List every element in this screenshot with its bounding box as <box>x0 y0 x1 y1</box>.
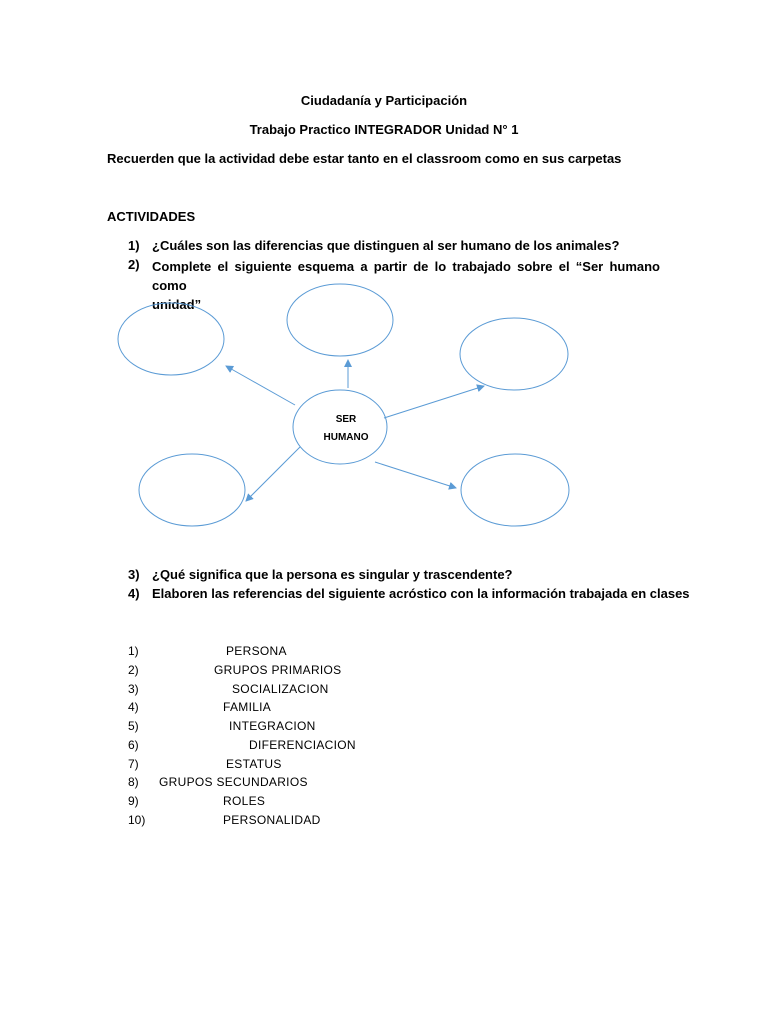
arrow-to-bottom-right <box>375 462 456 488</box>
acrostic-number: 2) <box>128 663 139 677</box>
question-text: Elaboren las referencias del siguiente acróstico con la información trabajada en clases <box>152 586 690 601</box>
acrostic-word: PERSONA <box>226 644 287 658</box>
question-number: 3) <box>128 567 140 582</box>
acrostic-word: ROLES <box>223 794 266 808</box>
empty-ellipse-top-right <box>460 318 568 390</box>
acrostic-word: INTEGRACION <box>229 719 316 733</box>
acrostic-word: GRUPOS SECUNDARIOS <box>159 775 308 789</box>
empty-ellipse-top-left <box>118 303 224 375</box>
center-ellipse <box>293 390 387 464</box>
empty-ellipse-bottom-right <box>461 454 569 526</box>
acrostic-word: DIFERENCIACION <box>249 738 356 752</box>
question-number: 2) <box>128 257 140 272</box>
acrostic-number: 3) <box>128 682 139 696</box>
arrow-to-top-right <box>384 386 484 418</box>
acrostic-number: 7) <box>128 757 139 771</box>
activities-heading: ACTIVIDADES <box>107 209 196 224</box>
arrow-to-bottom-left <box>246 447 300 501</box>
center-label-line-2: HUMANO <box>323 432 369 443</box>
empty-ellipse-bottom-left <box>139 454 245 526</box>
acrostic-word: PERSONALIDAD <box>223 813 321 827</box>
acrostic-word: FAMILIA <box>223 700 272 714</box>
acrostic-number: 10) <box>128 813 146 827</box>
question-text: ¿Cuáles son las diferencias que distinguen al ser humano de los animales? <box>152 238 620 253</box>
acrostic-number: 4) <box>128 700 139 714</box>
acrostic-number: 1) <box>128 644 139 658</box>
document-subtitle: Trabajo Practico INTEGRADOR Unidad N° 1 <box>249 122 519 137</box>
acrostic-word: GRUPOS PRIMARIOS <box>214 663 342 677</box>
acrostic-number: 8) <box>128 775 139 789</box>
question-number: 1) <box>128 238 140 253</box>
acrostic-number: 5) <box>128 719 139 733</box>
acrostic-number: 9) <box>128 794 139 808</box>
arrow-to-top-left <box>226 366 295 405</box>
question-text: ¿Qué significa que la persona es singular y trascendente? <box>152 567 513 582</box>
acrostic-number: 6) <box>128 738 139 752</box>
question-number: 4) <box>128 586 140 601</box>
acrostic-word: ESTATUS <box>226 757 282 771</box>
center-label-line-1: SER <box>335 414 357 425</box>
question-text-line-1: Complete el siguiente esquema a partir de lo trabajado sobre el “Ser humano como <box>152 259 660 293</box>
reminder-note: Recuerden que la actividad debe estar tanto en el classroom como en sus carpetas <box>107 151 622 166</box>
acrostic-word: SOCIALIZACION <box>232 682 329 696</box>
empty-ellipse-top-center <box>287 284 393 356</box>
document-title: Ciudadanía y Participación <box>300 93 468 108</box>
question-text-line-2: unidad” <box>152 297 202 312</box>
